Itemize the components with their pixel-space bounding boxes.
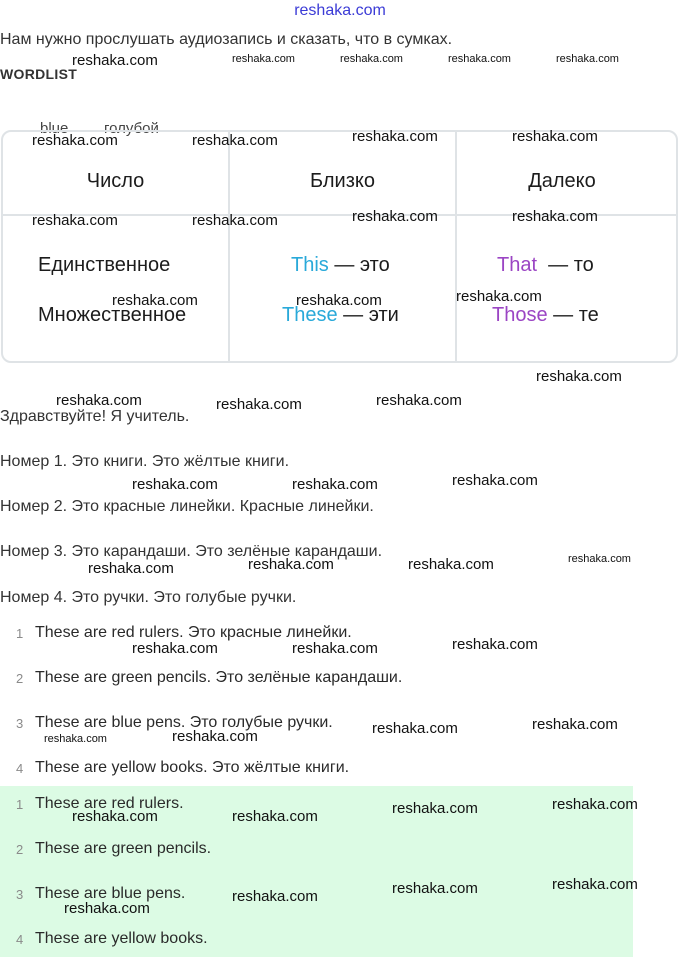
- watermark: reshaka.com: [292, 640, 378, 657]
- watermark: reshaka.com: [72, 808, 158, 825]
- watermark: reshaka.com: [248, 556, 334, 573]
- list-number: 3: [16, 716, 24, 731]
- task-intro: Нам нужно прослушать аудиозапись и сказать, что в сумках.: [0, 31, 453, 48]
- list-text: These are blue pens.: [35, 885, 186, 902]
- word-that: That: [497, 254, 538, 276]
- watermark: reshaka.com: [232, 888, 318, 905]
- watermark: reshaka.com: [292, 476, 378, 493]
- watermark: reshaka.com: [512, 128, 598, 145]
- watermark: reshaka.com: [32, 212, 118, 229]
- paragraph-item: Номер 3. Это карандаши. Это зелёные карандаши.: [0, 543, 383, 560]
- list-text: These are red rulers. Это красные линейки.: [35, 624, 352, 641]
- watermark: reshaka.com: [376, 392, 462, 409]
- watermark: reshaka.com: [296, 292, 382, 309]
- row-label-plural: Множественное: [38, 304, 187, 326]
- near-singular: [291, 254, 390, 277]
- header-number: Число: [86, 170, 145, 192]
- watermark: reshaka.com: [372, 720, 458, 737]
- watermark: reshaka.com: [112, 292, 198, 309]
- watermark: reshaka.com: [32, 132, 118, 149]
- row-label-singular: Единственное: [38, 254, 171, 276]
- list-text: These are yellow books.: [35, 930, 208, 947]
- watermark: reshaka.com: [352, 128, 438, 145]
- watermark: reshaka.com: [340, 53, 403, 65]
- list-text: These are green pencils. Это зелёные карандаши.: [35, 669, 403, 686]
- header-near: Близко: [309, 170, 375, 192]
- list-number: 4: [16, 932, 24, 947]
- header-far: Далеко: [528, 170, 596, 192]
- watermark: reshaka.com: [216, 396, 302, 413]
- table-divider: [455, 132, 457, 361]
- watermark: reshaka.com: [552, 876, 638, 893]
- watermark: reshaka.com: [64, 900, 150, 917]
- paragraph-item: Номер 2. Это красные линейки. Красные линейки.: [0, 498, 374, 515]
- translation: — это: [334, 254, 390, 276]
- wordlist-stub-ru: голубой: [104, 120, 159, 137]
- watermark: reshaka.com: [452, 636, 538, 653]
- watermark: reshaka.com: [232, 808, 318, 825]
- site-title[interactable]: reshaka.com: [294, 2, 386, 19]
- far-plural: [492, 304, 599, 327]
- list-number: 1: [16, 626, 24, 641]
- watermark: reshaka.com: [568, 553, 631, 565]
- watermark: reshaka.com: [408, 556, 494, 573]
- list-text: These are red rulers.: [35, 795, 184, 812]
- watermark: reshaka.com: [192, 132, 278, 149]
- watermark: reshaka.com: [452, 472, 538, 489]
- list-number: 4: [16, 761, 24, 776]
- watermark: reshaka.com: [392, 880, 478, 897]
- list-text: These are yellow books. Это жёлтые книги.: [35, 759, 350, 776]
- watermark: reshaka.com: [132, 640, 218, 657]
- paragraph-greeting: Здравствуйте! Я учитель.: [0, 408, 190, 425]
- table-divider: [228, 132, 230, 361]
- list-number: 2: [16, 671, 24, 686]
- translation: — те: [553, 304, 599, 326]
- watermark: reshaka.com: [448, 53, 511, 65]
- paragraph-item: Номер 4. Это ручки. Это голубые ручки.: [0, 589, 297, 606]
- list-text: These are blue pens. Это голубые ручки.: [35, 714, 333, 731]
- watermark: reshaka.com: [392, 800, 478, 817]
- translation: — то: [548, 254, 594, 276]
- watermark: reshaka.com: [232, 53, 295, 65]
- watermark: reshaka.com: [352, 208, 438, 225]
- watermark: reshaka.com: [172, 728, 258, 745]
- demonstratives-table: [1, 130, 678, 363]
- list-number: 2: [16, 842, 24, 857]
- watermark: reshaka.com: [72, 52, 158, 69]
- word-those: Those: [492, 304, 548, 326]
- watermark: reshaka.com: [552, 796, 638, 813]
- list-number: 3: [16, 887, 24, 902]
- wordlist-stub-en: blue: [40, 120, 69, 137]
- watermark: reshaka.com: [536, 368, 622, 385]
- watermark: reshaka.com: [56, 392, 142, 409]
- wordlist-heading: WORDLIST: [0, 66, 78, 82]
- watermark: reshaka.com: [532, 716, 618, 733]
- list-number: 1: [16, 797, 24, 812]
- far-singular: [497, 254, 594, 277]
- word-this: This: [291, 254, 329, 276]
- watermark: reshaka.com: [132, 476, 218, 493]
- paragraph-item: Номер 1. Это книги. Это жёлтые книги.: [0, 453, 290, 470]
- word-these: These: [282, 304, 338, 326]
- watermark: reshaka.com: [456, 288, 542, 305]
- watermark: reshaka.com: [556, 53, 619, 65]
- watermark: reshaka.com: [512, 208, 598, 225]
- watermark: reshaka.com: [44, 733, 107, 745]
- translation: — эти: [343, 304, 399, 326]
- watermark: reshaka.com: [192, 212, 278, 229]
- watermark: reshaka.com: [88, 560, 174, 577]
- list-text: These are green pencils.: [35, 840, 212, 857]
